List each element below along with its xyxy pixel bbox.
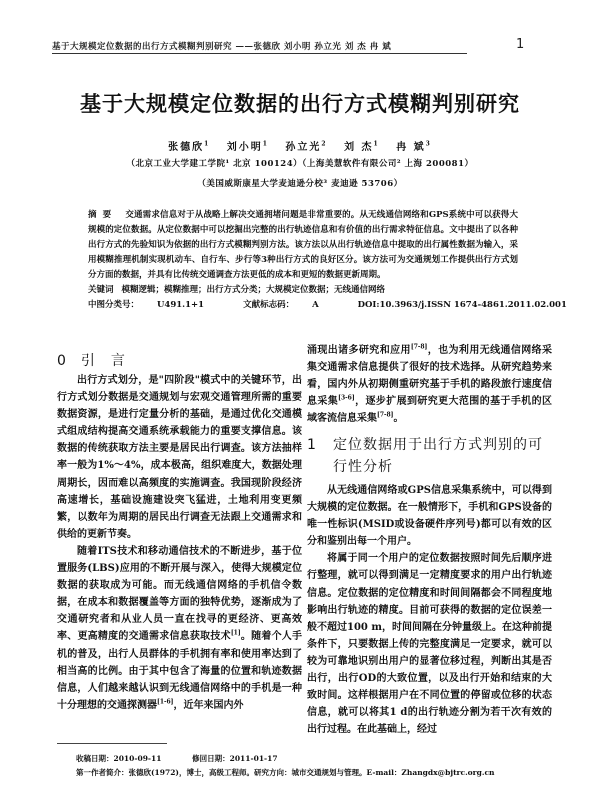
- section-1-heading: [307, 434, 552, 478]
- citation: [7-8]: [410, 343, 428, 351]
- clc: 中图分类号： U491.1+1: [88, 300, 205, 310]
- page-number: 1: [516, 37, 525, 52]
- abstract-text: 交通需求信息对于从战略上解决交通拥堵问题是非常重要的。从无线通信网络和GPS系统中可以获得大规模的定位数据。从定位数据中可以挖掘出完整的出行轨迹信息和有价值的出行需求特征信息。文中提出了以各种出行方式的先验知识为依据的出行方式模糊判别方法。该方法以从出行轨迹信息中提取的出行属性数据为输入，采用模糊推理机制实现机动车、自行车、步行等3种出行方式的良好区分。该方法可为交通规划工作提供出行方式划分方面的数据，并具有比传统交通调查方法更低的成本和更短的数据更新周期。: [88, 210, 518, 280]
- author-list: [0, 138, 600, 153]
- citation: [1-6]: [157, 698, 174, 706]
- footnotes: [76, 752, 556, 780]
- paragraph: 随着ITS技术和移动通信技术的不断进步，基于位置服务(LBS)应用的不断开展与深入，使得大规模定位数据的获取成为可能。而无线通信网络的手机信令数据，在成本和数据覆盖等方面的独特优势，逐渐成为了交通研究者和从业人员一直在找寻的更经济、更高效率、更高精度的交通需求信息获取技术[1]。随着个人手机的普及，出行人员群体的手机拥有率和使用率达到了相当高的比例。由于其中包含了海量的位置和轨迹数据信息，人们越来越认识到无线通信网络中的手机是一种十分理想的交通探测器[1-6]，近年来国内外: [57, 545, 303, 711]
- classification-line: [88, 298, 567, 313]
- section-title-line-2: 行性分析: [333, 459, 393, 475]
- section-title-line-1: 定位数据用于出行方式判别的可: [333, 437, 543, 453]
- citation: [1]: [230, 630, 241, 638]
- section-0-heading: [57, 350, 141, 370]
- dates-line: [76, 752, 556, 766]
- section-number: 0: [57, 353, 67, 369]
- author: 刘小明$^1$: [226, 140, 269, 153]
- right-column-intro: [307, 342, 552, 427]
- paragraph: 涌现出诸多研究和应用[7-8]，也为利用无线通信网络采集交通需求信息提供了很好的技术选择。从研究趋势来看，国内外从初期侧重研究基于手机的路段旅行速度信息采集[3-6]，逐步扩展到研究更大范围的基于手机的区域客流信息采集[7-8]。: [307, 343, 553, 425]
- header-rule: [52, 53, 467, 54]
- abstract: [88, 208, 518, 283]
- affiliation-line-2: （美国威斯康星大学麦迪逊分校³ 麦迪逊 53706）: [197, 179, 403, 189]
- paragraph: 将属于同一个用户的定位数据按照时间先后顺序进行整理，就可以得到满足一定精度要求的用户出行轨迹信息。定位数据的定位精度和时间间隔都会不同程度地影响出行轨迹的精度。目前可获得的数据的定位误差一般不超过100 m，时间间隔在分钟量级上。在这种前提条件下，只要数据上传的完整度满足一定要求，就可以较为可靠地识别出用户的显著位移过程，判断出其是否出行，出行OD的大致位置，以及出行开始和结束的大致时间。这样根据用户在不同位置的停留或位移的状态信息，就可以将其1 d的出行轨迹分割为若干次有效的出行过程。在此基础上，经过: [307, 553, 552, 736]
- footnote-rule: [57, 743, 167, 744]
- received-date: 收稿日期：2010-09-11: [76, 754, 162, 763]
- doi: DOI:10.3963/j.ISSN 1674-4861.2011.02.001: [357, 300, 567, 310]
- keywords-label: 关键词: [88, 285, 114, 295]
- author: 刘 杰$^1$: [344, 140, 380, 153]
- author: 孙立光$^2$: [285, 140, 328, 153]
- author-bio: 第一作者简介：张德欣(1972)，博士，高级工程师。研究方向：城市交通规划与管理。E-mail：Zhangdx@bjtrc.org.cn: [76, 768, 495, 777]
- paragraph: 出行方式划分，是"四阶段"模式中的关键环节，出行方式划分数据是交通规划与宏观交通管理所需的重要数据资源，是进行定量分析的基础，是通过优化交通模式组成结构提高交通系统承载能力的重要支撑信息。该数据的传统获取方法主要是居民出行调查。该方法抽样率一般为1%～4%，成本极高，组织难度大，数据处理周期长，因而难以高频度的实施调查。我国现阶段经济高速增长，基础设施建设突飞猛进，土地利用变更频繁，以数年为周期的居民出行调查无法跟上交通需求和供给的更新节奏。: [57, 375, 302, 540]
- left-column: [57, 372, 302, 714]
- citation: [3-6]: [338, 394, 355, 402]
- affiliation-line-1: （北京工业大学建工学院¹ 北京 100124）（上海美慧软件有限公司² 上海 200081）: [126, 159, 474, 169]
- paper-title: 基于大规模定位数据的出行方式模糊判别研究: [80, 92, 520, 116]
- revised-date: 修回日期：2011-01-17: [192, 754, 278, 763]
- author: 冉 斌$^3$: [396, 140, 432, 153]
- section-title: 引言: [80, 353, 141, 369]
- abstract-block: [88, 208, 567, 313]
- section-number: 1: [307, 437, 317, 453]
- citation: [7-8]: [377, 412, 394, 420]
- running-header: 基于大规模定位数据的出行方式模糊判别研究 ——张德欣 刘小明 孙立光 刘 杰 冉 斌: [52, 42, 392, 52]
- doc-code: 文献标志码： A: [243, 300, 319, 310]
- author: 张德欣$^1$: [168, 140, 211, 153]
- paragraph: 从无线通信网络或GPS信息采集系统中，可以得到大规模的定位数据。在一般情形下，手机和GPS设备的唯一性标识(MSID或设备硬件序列号)都可以有效的区分和鉴别出每一个用户。: [307, 485, 552, 548]
- right-column-body: [307, 482, 552, 738]
- abstract-label: 摘要: [88, 210, 118, 220]
- keywords-text: 模糊逻辑；模糊推理；出行方式分类；大规模定位数据；无线通信网络: [121, 285, 386, 295]
- keywords: [88, 283, 518, 298]
